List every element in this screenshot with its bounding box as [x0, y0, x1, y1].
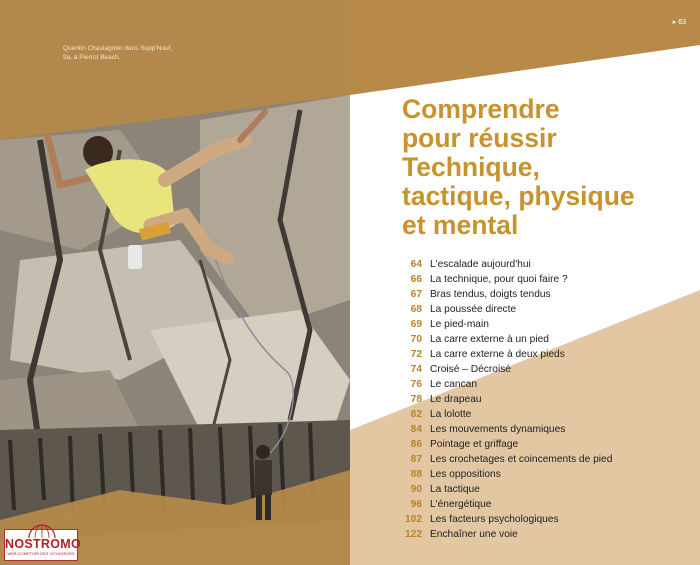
- toc-entry[interactable]: [398, 422, 688, 437]
- toc-page-number: 90: [410, 484, 422, 495]
- watermark-tagline: WEB COMPTOIR DES VOYAGEURS: [7, 551, 75, 556]
- toc-page-number: 87: [410, 454, 422, 465]
- chapter-title-line: tactique, physique: [402, 181, 635, 211]
- toc-entry-label: La carre externe à deux pieds: [430, 349, 565, 360]
- toc-entry-label: Le cancan: [430, 379, 478, 390]
- toc-entry[interactable]: [398, 317, 688, 332]
- toc-page-number: 82: [410, 409, 422, 420]
- toc-entry-label: Croisé – Décroisé: [430, 364, 511, 375]
- toc-page-number: 69: [410, 319, 422, 330]
- toc-page-number: 70: [410, 334, 422, 345]
- toc-entry-label: Le pied-main: [430, 319, 489, 330]
- contents-page: [350, 0, 700, 565]
- toc-page-number: 78: [410, 394, 422, 405]
- toc-entry[interactable]: [398, 347, 688, 362]
- chapter-title-line: Comprendre: [402, 94, 560, 124]
- chapter-title-line: pour réussir: [402, 123, 557, 153]
- toc-entry-label: L'escalade aujourd'hui: [430, 259, 531, 270]
- toc-entry-label: Pointage et griffage: [430, 439, 519, 450]
- toc-entry[interactable]: [398, 512, 688, 527]
- toc-entry-label: Bras tendus, doigts tendus: [430, 289, 551, 300]
- toc-entry-label: Le drapeau: [430, 394, 482, 405]
- toc-page-number: 67: [410, 289, 422, 300]
- toc-page-number: 74: [410, 364, 422, 375]
- toc-entry[interactable]: [398, 497, 688, 512]
- page-number-arrow-icon: ▸: [672, 19, 679, 26]
- chapter-title-line: et mental: [402, 210, 519, 240]
- toc-entry[interactable]: [398, 452, 688, 467]
- page-number-value: 63: [678, 19, 686, 26]
- toc-entry-label: La technique, pour quoi faire ?: [430, 274, 568, 285]
- toc-page-number: 84: [410, 424, 422, 435]
- chapter-title: [402, 95, 692, 240]
- toc-entry[interactable]: [398, 332, 688, 347]
- toc-entry[interactable]: [398, 272, 688, 287]
- toc-entry[interactable]: [398, 392, 688, 407]
- nostromo-watermark: [4, 529, 82, 561]
- toc-page-number: 64: [410, 259, 422, 270]
- toc-page-number: 88: [410, 469, 422, 480]
- toc-page-number: 96: [410, 499, 422, 510]
- table-of-contents: [398, 257, 688, 542]
- toc-entry[interactable]: [398, 287, 688, 302]
- toc-entry-label: La poussée directe: [430, 304, 517, 315]
- chapter-title-line: Technique,: [402, 152, 540, 182]
- toc-entry-label: Les crochetages et coincements de pied: [430, 454, 613, 465]
- toc-page-number: 66: [410, 274, 422, 285]
- toc-entry-label: Les mouvements dynamiques: [430, 424, 566, 435]
- toc-entry[interactable]: [398, 362, 688, 377]
- toc-entry-label: La tactique: [430, 484, 480, 495]
- toc-entry[interactable]: [398, 437, 688, 452]
- toc-entry[interactable]: [398, 377, 688, 392]
- toc-entry-label: La lolotte: [430, 409, 472, 420]
- globe-icon: [27, 524, 57, 538]
- toc-entry-label: L'énergétique: [430, 499, 492, 510]
- toc-entry-label: Les oppositions: [430, 469, 501, 480]
- toc-entry[interactable]: [398, 482, 688, 497]
- watermark-name: NOSTROMO: [5, 537, 82, 551]
- toc-entry[interactable]: [398, 407, 688, 422]
- toc-page-number: 68: [410, 304, 422, 315]
- toc-entry[interactable]: [398, 527, 688, 542]
- toc-page-number: 72: [410, 349, 422, 360]
- toc-page-number: 102: [405, 514, 422, 525]
- toc-entry-label: Les facteurs psychologiques: [430, 514, 559, 525]
- toc-entry-label: La carre externe à un pied: [430, 334, 549, 345]
- toc-page-number: 86: [410, 439, 422, 450]
- toc-page-number: 122: [405, 529, 422, 540]
- toc-entry-label: Enchaîner une voie: [430, 529, 518, 540]
- toc-entry[interactable]: [398, 257, 688, 272]
- photo-caption: Quentin Chastagnier dans Supp'Nouf, 9a, à Pierrot Beach.: [63, 45, 173, 61]
- toc-page-number: 76: [410, 379, 422, 390]
- toc-entry[interactable]: [398, 467, 688, 482]
- toc-entry[interactable]: [398, 302, 688, 317]
- page-number: [673, 18, 686, 26]
